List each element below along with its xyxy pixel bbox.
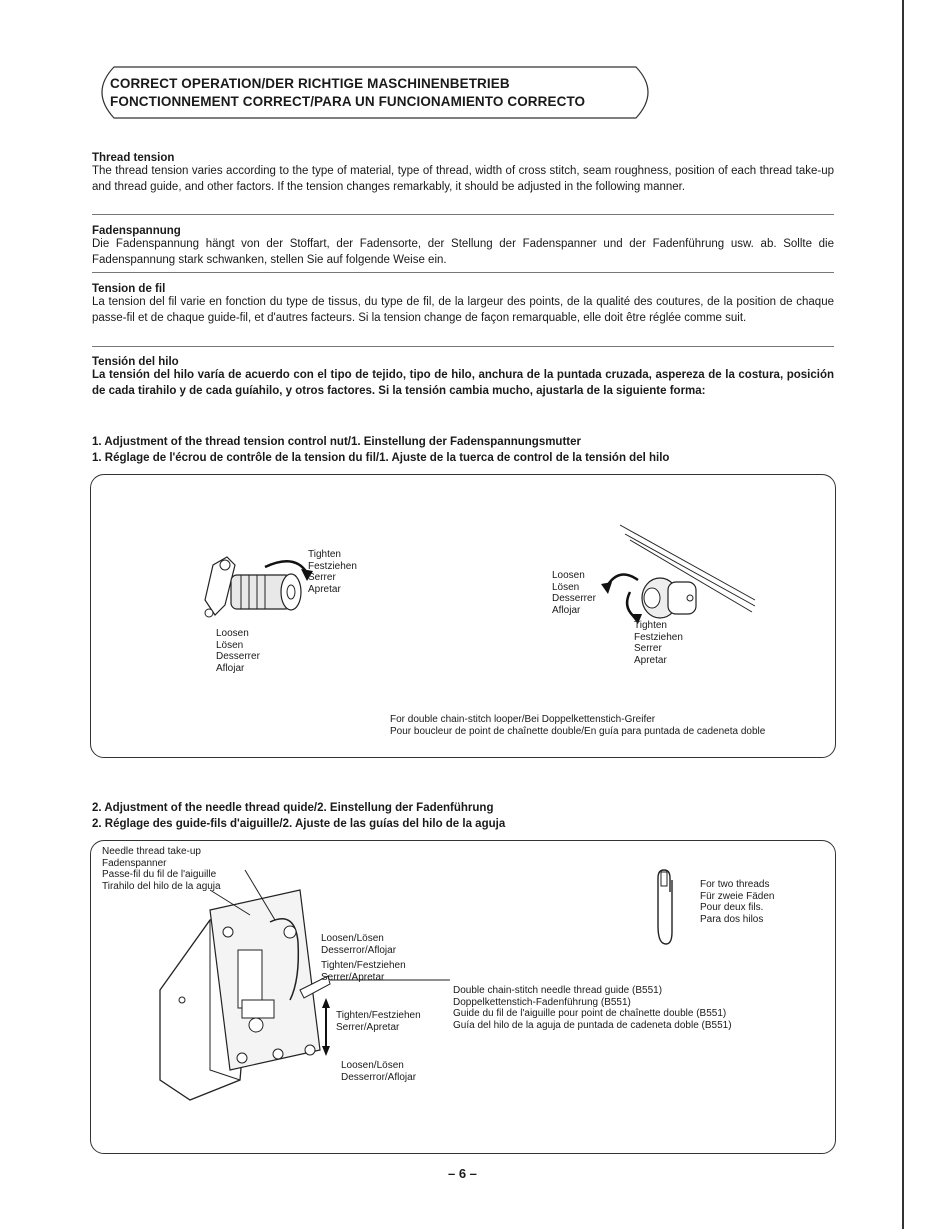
loosen2-labels: Loosen/Lösen Desserror/Aflojar [341, 1060, 417, 1083]
thread-guide-labels: Double chain-stitch needle thread guide (B551) Doppelkettenstich-Fadenführung (B551) Guide du fil de l'aiguille pour point de chaînette double (B551) Guía del hilo de la aguja de puntada de cadeneta doble (B551) [453, 985, 732, 1031]
page-edge [902, 0, 904, 1229]
section-body-fr: La tension del fil varie en fonction du type de tissus, du type de fil, de la largeur des points, de la qualité des coutures, de la position de chaque passe-fil et de chaque guide-fil, et d'autres facteurs. Si la tension change de façon remarquable, elle doit être réglée comme suit. [92, 296, 834, 324]
thread-guide-part-icon [648, 866, 688, 950]
section-title-de: Fadenspannung [92, 225, 181, 237]
banner-title-line1: CORRECT OPERATION/DER RICHTIGE MASCHINENBETRIEB [110, 76, 510, 91]
tighten1-labels: Tighten/Festziehen Serrer/Apretar [321, 960, 406, 983]
section-banner [88, 64, 656, 120]
figure1-caption-line1: For double chain-stitch looper/Bei Doppelkettenstich-Greifer [390, 714, 656, 725]
section-body-es: La tensión del hilo varía de acuerdo con el tipo de tejido, tipo de hilo, anchura de la puntada cruzada, aspereza de la costura, posición de cada tirahilo y de cada guíahilo, y otros factores. Si la tensión cambia mucho, ajustarla de la siguiente forma: [92, 369, 834, 397]
right-tighten-labels: Tighten Festziehen Serrer Apretar [634, 620, 683, 666]
step1-heading-line1: 1. Adjustment of the thread tension control nut/1. Einstellung der Fadenspannungsmutter [92, 436, 581, 448]
tension-nut-illustration [195, 545, 315, 635]
left-loosen-labels: Loosen Lösen Desserrer Aflojar [216, 628, 260, 674]
section-title-es: Tensión del hilo [92, 356, 179, 368]
step2-heading-line2: 2. Réglage des guide-fils d'aiguille/2. Ajuste de las guías del hilo de la aguja [92, 818, 506, 830]
divider [92, 272, 834, 273]
right-loosen-labels: Loosen Lösen Desserrer Aflojar [552, 570, 596, 616]
step2-heading-line1: 2. Adjustment of the needle thread quide/2. Einstellung der Fadenführung [92, 802, 494, 814]
page-number: – 6 – [448, 1166, 477, 1181]
divider [92, 346, 834, 347]
needle-thread-guide-illustration [150, 880, 335, 1120]
banner-frame [88, 64, 658, 122]
banner-title-line2: FONCTIONNEMENT CORRECT/PARA UN FUNCIONAMIENTO CORRECTO [110, 94, 586, 109]
divider [92, 214, 834, 215]
section-title-fr: Tension de fil [92, 283, 166, 295]
two-threads-labels: For two threads Für zweie Fäden Pour deux fils. Para dos hilos [700, 879, 775, 925]
figure1-caption-line2: Pour boucleur de point de chaînette double/En guía para puntada de cadeneta doble [390, 726, 766, 737]
section-title-en: Thread tension [92, 152, 175, 164]
looper-tension-illustration [600, 520, 760, 630]
takeup-labels: Needle thread take-up Fadenspanner Passe-fil du fil de l'aiguille Tirahilo del hilo de la aguja [102, 846, 221, 892]
left-tighten-labels: Tighten Festziehen Serrer Apretar [308, 549, 357, 595]
section-body-de: Die Fadenspannung hängt von der Stoffart, der Fadensorte, der Stellung der Fadenspanner und der Fadenführung usw. ab. Sollte die Fadenspannung stark schwanken, stellen Sie auf folgende Weise ein. [92, 238, 834, 266]
loosen1-labels: Loosen/Lösen Desserror/Aflojar [321, 933, 397, 956]
tighten2-labels: Tighten/Festziehen Serrer/Apretar [336, 1010, 421, 1033]
section-body-en: The thread tension varies according to the type of material, type of thread, width of cross stitch, seam roughness, position of each thread take-up and thread guide, and other factors. If the tension changes remarkably, it should be adjusted in the following manner. [92, 165, 834, 193]
step1-heading-line2: 1. Réglage de l'écrou de contrôle de la tension du fil/1. Ajuste de la tuerca de control de la tensión del hilo [92, 452, 670, 464]
